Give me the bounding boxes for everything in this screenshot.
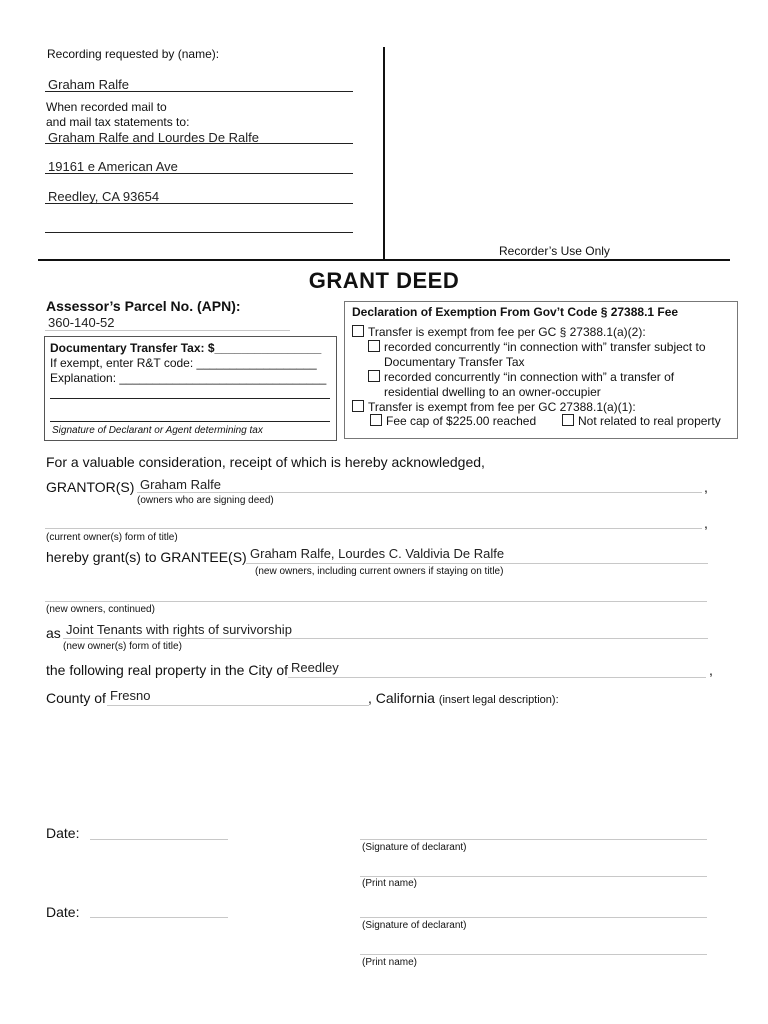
current-title-note: (current owner(s) form of title): [46, 532, 178, 543]
grantee-line: [246, 563, 708, 564]
checkbox-icon[interactable]: [352, 400, 364, 412]
city-comma: ,: [709, 662, 713, 678]
apn-label: Assessor’s Parcel No. (APN):: [46, 298, 241, 314]
current-title-comma: ,: [704, 515, 708, 531]
exemption-option-2[interactable]: Transfer is exempt from fee per GC 27388.1(a)(1):: [352, 400, 636, 414]
exemption-option-1b[interactable]: recorded concurrently “in connection with” a transfer of: [368, 370, 674, 384]
date-field-2[interactable]: [90, 917, 228, 918]
grantor-comma: ,: [704, 479, 708, 495]
explanation-line-2: [50, 421, 330, 422]
mail-street-value[interactable]: 19161 e American Ave: [48, 159, 178, 174]
county-line: [107, 705, 369, 706]
exempt-code-label: If exempt, enter R&T code: __________________: [50, 356, 317, 370]
city-line: [288, 677, 706, 678]
as-label: as: [46, 625, 61, 641]
county-label: County of: [46, 690, 106, 706]
exemption-option-1b-cont: residential dwelling to an owner-occupier: [384, 385, 601, 399]
exemption-option-2b[interactable]: Not related to real property: [562, 414, 721, 428]
consideration-text: For a valuable consideration, receipt of which is hereby acknowledged,: [46, 454, 485, 470]
mail-to-label-2: and mail tax statements to:: [46, 115, 190, 129]
exemption-option-1a[interactable]: recorded concurrently “in connection with” transfer subject to: [368, 340, 706, 354]
checkbox-icon[interactable]: [370, 414, 382, 426]
checkbox-icon[interactable]: [368, 340, 380, 352]
city-value[interactable]: Reedley: [291, 660, 339, 675]
signature-line-1[interactable]: [360, 839, 707, 840]
header-rule: [38, 259, 730, 261]
declarant-signature-note: Signature of Declarant or Agent determining tax: [52, 425, 263, 436]
exemption-option-2a[interactable]: Fee cap of $225.00 reached: [370, 414, 536, 428]
as-note: (new owner(s) form of title): [63, 641, 182, 652]
california-text: , California: [368, 690, 435, 706]
exemption-option-1a-cont: Documentary Transfer Tax: [384, 355, 525, 369]
checkbox-icon[interactable]: [368, 370, 380, 382]
mail-to-label-1: When recorded mail to: [46, 100, 167, 114]
recording-requested-label: Recording requested by (name):: [47, 47, 220, 61]
signature-label-1: (Signature of declarant): [362, 842, 467, 853]
print-name-line-1[interactable]: [360, 876, 707, 877]
transfer-tax-label: Documentary Transfer Tax: $________________: [50, 341, 322, 355]
grantee-note: (new owners, including current owners if staying on title): [255, 566, 504, 577]
grantee-cont-line: [45, 601, 707, 602]
apn-value[interactable]: 360-140-52: [48, 315, 115, 330]
mail-street-line: [45, 173, 353, 174]
county-value[interactable]: Fresno: [110, 688, 151, 703]
signature-line-2[interactable]: [360, 917, 707, 918]
recorder-divider: [383, 47, 385, 259]
page-title: GRANT DEED: [308, 268, 460, 293]
checkbox-icon[interactable]: [562, 414, 574, 426]
recorders-use-label: Recorder’s Use Only: [499, 244, 610, 258]
mail-city-value[interactable]: Reedley, CA 93654: [48, 189, 160, 204]
recording-requested-value[interactable]: Graham Ralfe: [48, 77, 129, 92]
date-field-1[interactable]: [90, 839, 228, 840]
exemption-title: Declaration of Exemption From Gov’t Code § 27388.1 Fee: [352, 305, 679, 319]
mail-name-line: [45, 143, 353, 144]
date-label-2: Date:: [46, 904, 80, 920]
apn-line: [45, 330, 290, 331]
california-label: [368, 690, 559, 706]
legal-description-note: (insert legal description):: [438, 694, 559, 706]
grantee-value[interactable]: Graham Ralfe, Lourdes C. Valdivia De Ralfe: [250, 546, 505, 561]
as-value[interactable]: Joint Tenants with rights of survivorship: [66, 622, 292, 637]
grantor-value[interactable]: Graham Ralfe: [140, 477, 221, 492]
print-name-label-1: (Print name): [362, 878, 418, 889]
print-name-label-2: (Print name): [362, 957, 418, 968]
explanation-line-1: [50, 398, 330, 399]
grant-label: hereby grant(s) to GRANTEE(S): [46, 549, 247, 565]
mail-extra-line: [45, 232, 353, 233]
current-title-line: [45, 528, 702, 529]
checkbox-icon[interactable]: [352, 325, 364, 337]
grantor-line: [137, 492, 702, 493]
mail-name-value[interactable]: Graham Ralfe and Lourdes De Ralfe: [48, 130, 260, 145]
date-label-1: Date:: [46, 825, 80, 841]
recording-requested-line: [45, 91, 353, 92]
as-line: [63, 638, 708, 639]
mail-city-line: [45, 203, 353, 204]
grantor-label: GRANTOR(S): [46, 479, 135, 495]
exemption-option-1[interactable]: Transfer is exempt from fee per GC § 27388.1(a)(2):: [352, 325, 646, 339]
grantor-note: (owners who are signing deed): [137, 495, 274, 506]
grantee-cont-note: (new owners, continued): [46, 604, 155, 615]
signature-label-2: (Signature of declarant): [362, 920, 467, 931]
explanation-label: Explanation: _______________________________: [50, 371, 327, 385]
city-label: the following real property in the City of: [46, 662, 289, 678]
print-name-line-2[interactable]: [360, 954, 707, 955]
